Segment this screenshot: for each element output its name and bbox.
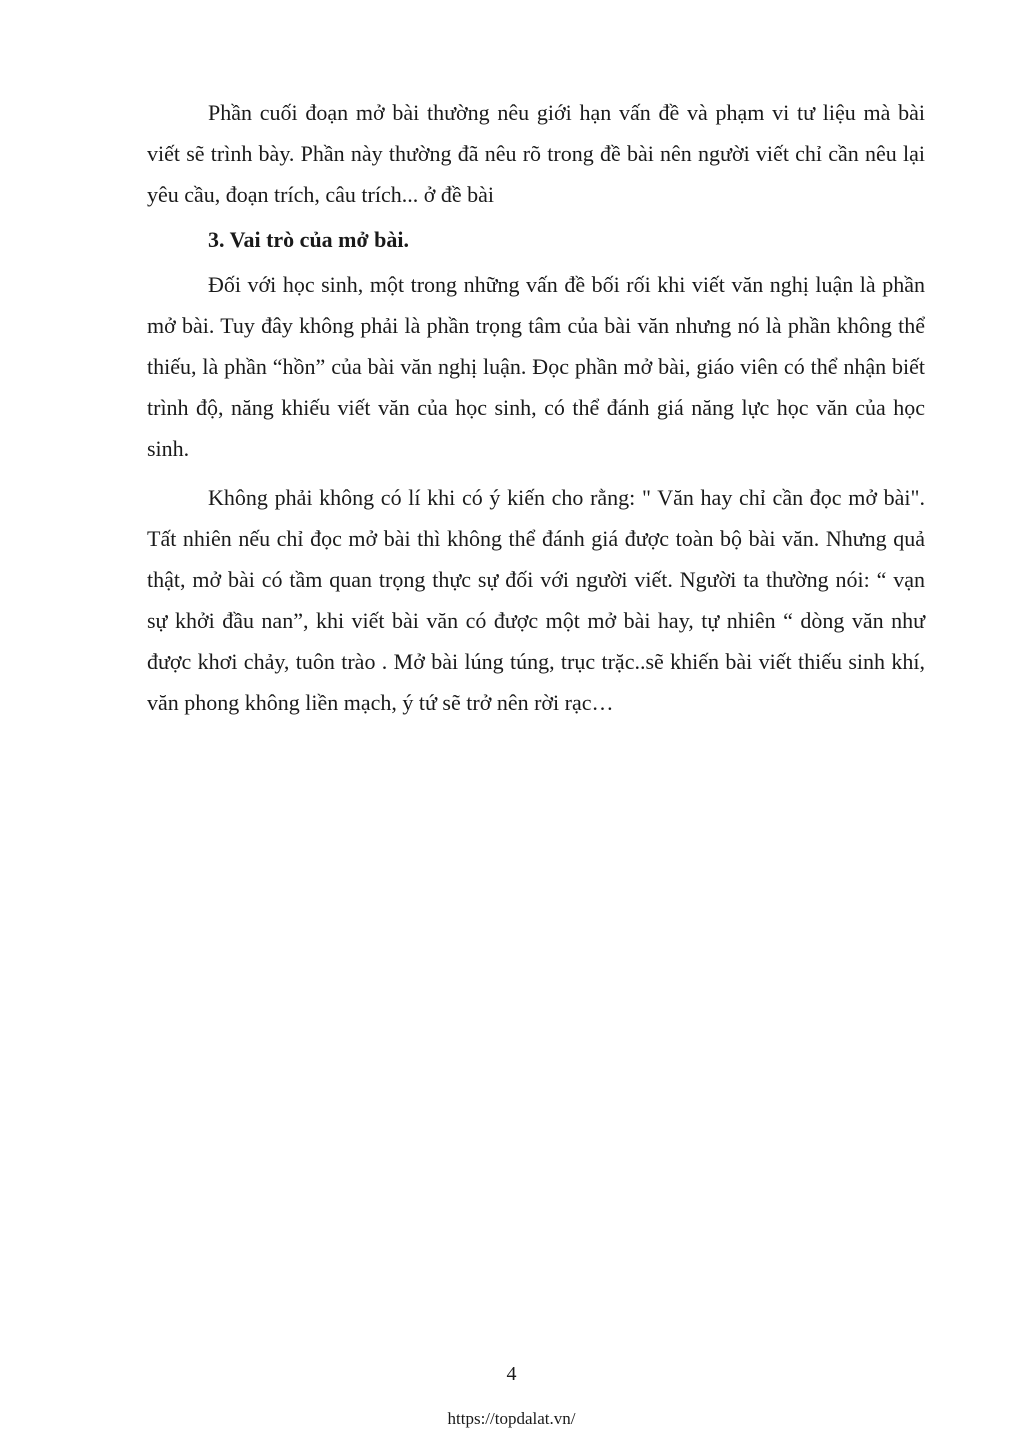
paragraph-student-difficulty: Đối với học sinh, một trong những vấn đề bối rối khi viết văn nghị luận là phần mở bài. Tuy đây không phải là phần trọng tâm của bài văn nhưng nó là phần không thể thiếu, là phần “hồn” của bài văn nghị luận. Đọc phần mở bài, giáo viên có thể nhận biết trình độ, năng khiếu viết văn của học sinh, có thể đánh giá năng lực học văn của học sinh.: [147, 272, 925, 461]
section-heading-role-of-introduction: 3. Vai trò của mở bài.: [208, 227, 410, 252]
document-body: [147, 92, 925, 731]
paragraph-intro-scope: Phần cuối đoạn mở bài thường nêu giới hạn vấn đề và phạm vi tư liệu mà bài viết sẽ trình bày. Phần này thường đã nêu rõ trong đề bài nên người viết chỉ cần nêu lại yêu cầu, đoạn trích, câu trích... ở đề bài: [147, 100, 925, 207]
paragraph-importance-of-introduction: Không phải không có lí khi có ý kiến cho rằng: " Văn hay chỉ cần đọc mở bài". Tất nhiên nếu chỉ đọc mở bài thì không thể đánh giá được toàn bộ bài văn. Nhưng quả thật, mở bài có tầm quan trọng thực sự đối với người viết. Người ta thường nói: “ vạn sự khởi đầu nan”, khi viết bài văn có được một mở bài hay, tự nhiên “ dòng văn như được khơi chảy, tuôn trào . Mở bài lúng túng, trục trặc..sẽ khiến bài viết thiếu sinh khí, văn phong không liền mạch, ý tứ sẽ trở nên rời rạc…: [147, 485, 925, 715]
footer-url: https://topdalat.vn/: [447, 1409, 576, 1428]
page-number: 4: [506, 1363, 517, 1385]
